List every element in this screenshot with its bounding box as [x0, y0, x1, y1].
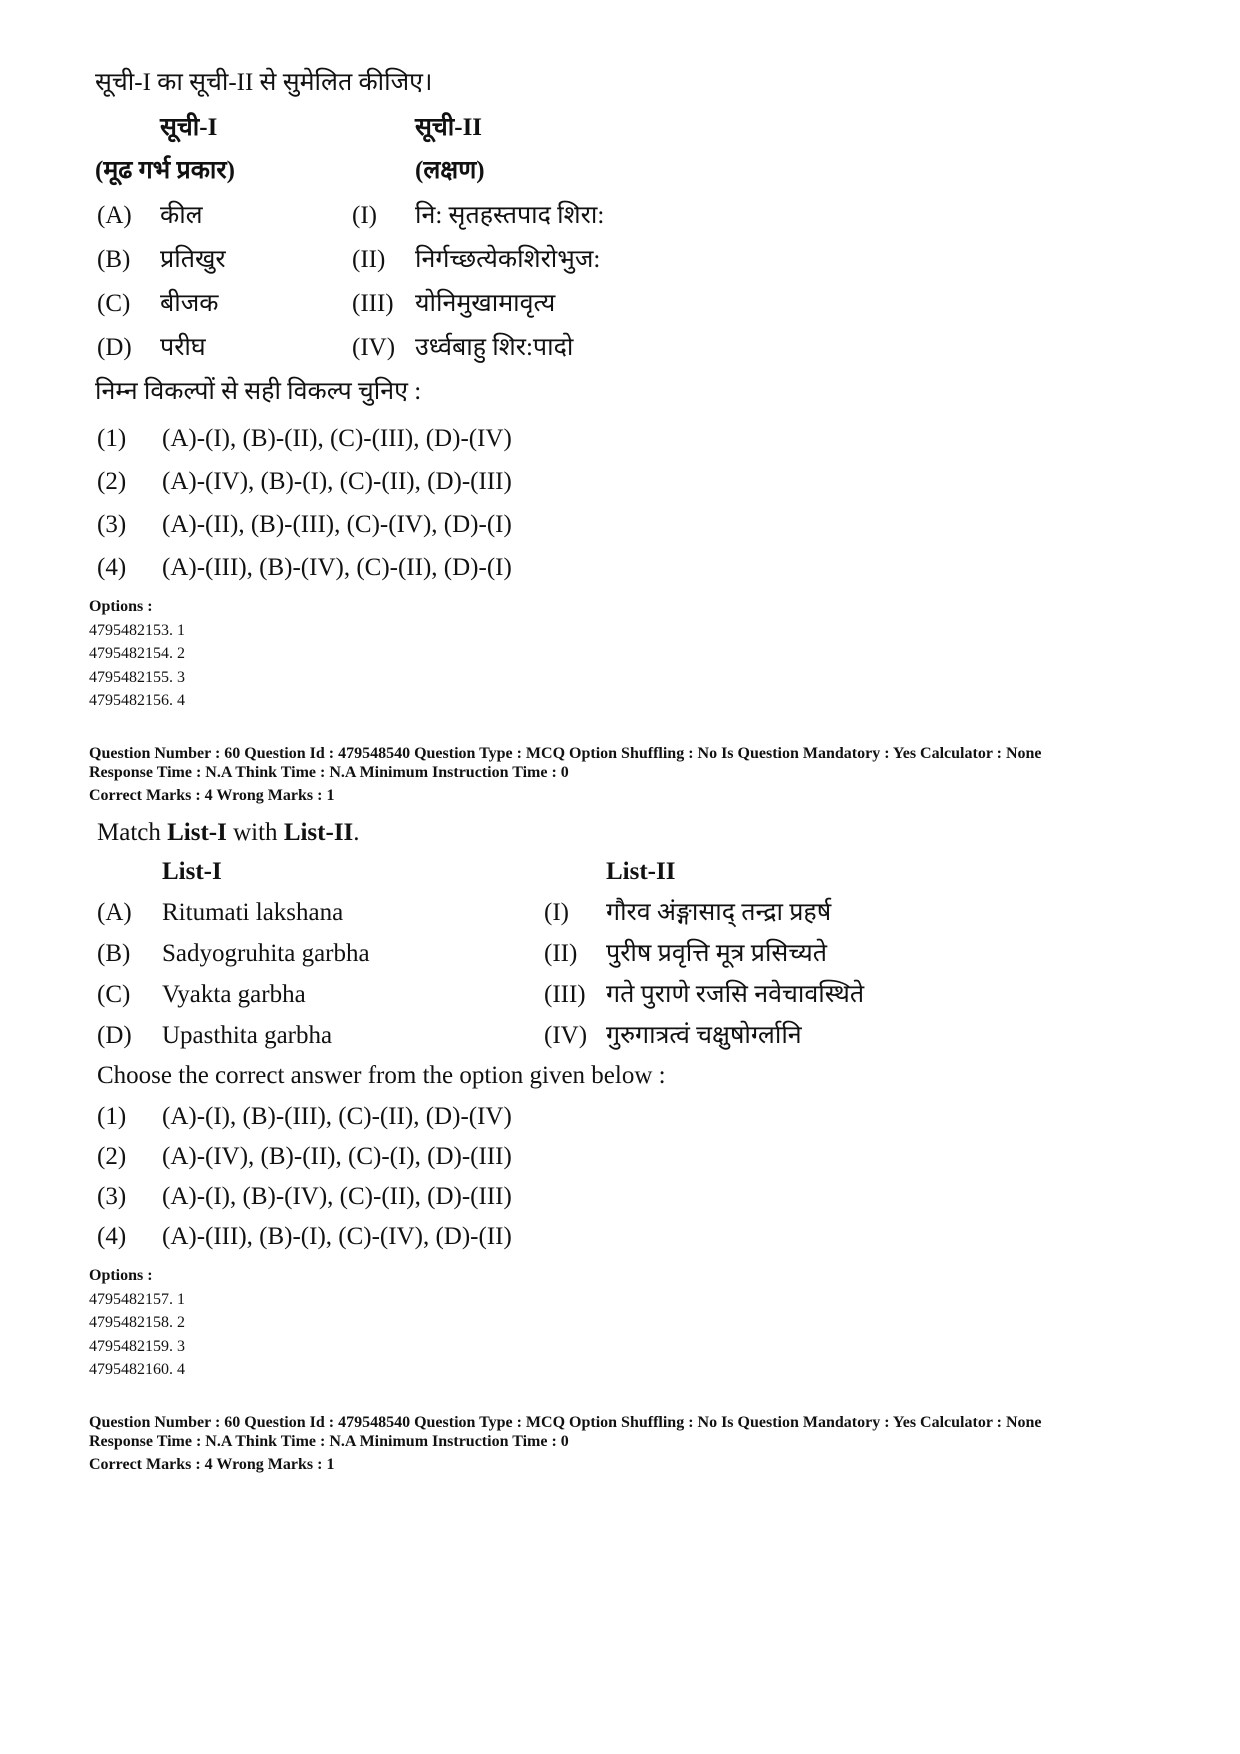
- list1-header: सूची-I: [160, 114, 218, 141]
- answer-number: (2): [97, 468, 127, 495]
- option-item: 4795482154. 2: [89, 645, 185, 662]
- answer-number: (1): [97, 1103, 127, 1130]
- meta-line-1: Question Number : 60 Question Id : 479548540 Question Type : MCQ Option Shuffling : No Is Question Mandatory : Yes Calculator : None: [89, 1414, 1042, 1431]
- option-item: 4795482160. 4: [89, 1361, 185, 1378]
- row-feature: निर्गच्छत्येकशिरोभुज:: [415, 246, 601, 273]
- row-label: (B): [97, 940, 131, 967]
- row-label: (B): [97, 246, 131, 273]
- row-label: (A): [97, 899, 132, 926]
- meta-line-2: Response Time : N.A Think Time : N.A Minimum Instruction Time : 0: [89, 1433, 569, 1450]
- row-label: (C): [97, 290, 131, 317]
- row-label: (D): [97, 1022, 132, 1049]
- answer-text: (A)-(IV), (B)-(II), (C)-(I), (D)-(III): [162, 1143, 512, 1170]
- row-feature: गौरव अंङ्गासाद् तन्द्रा प्रहर्ष: [606, 899, 832, 926]
- answer-text: (A)-(I), (B)-(IV), (C)-(II), (D)-(III): [162, 1183, 512, 1210]
- row-roman: (IV): [544, 1022, 588, 1049]
- row-feature: उर्ध्वबाहु शिर:पादो: [415, 334, 574, 361]
- row-roman: (II): [544, 940, 578, 967]
- answer-text: (A)-(II), (B)-(III), (C)-(IV), (D)-(I): [162, 511, 512, 538]
- answer-number: (1): [97, 425, 127, 452]
- row-roman: (I): [544, 899, 569, 926]
- row-item: Sadyogruhita garbha: [162, 940, 370, 967]
- option-item: 4795482155. 3: [89, 669, 185, 686]
- answer-number: (4): [97, 1223, 127, 1250]
- row-roman: (II): [352, 246, 386, 273]
- question-instruction: Match List-I with List-II.: [97, 819, 360, 846]
- row-feature: पुरीष प्रवृत्ति मूत्र प्रसिच्यते: [606, 940, 827, 967]
- row-roman: (I): [352, 202, 377, 229]
- row-item: Ritumati lakshana: [162, 899, 344, 926]
- answer-text: (A)-(III), (B)-(I), (C)-(IV), (D)-(II): [162, 1223, 512, 1250]
- list2-header: सूची-II: [415, 114, 483, 141]
- row-item: Upasthita garbha: [162, 1022, 333, 1049]
- option-item: 4795482156. 4: [89, 692, 185, 709]
- row-label: (C): [97, 981, 131, 1008]
- row-item: प्रतिखुर: [160, 246, 226, 273]
- row-roman: (III): [544, 981, 586, 1008]
- meta-line-2: Response Time : N.A Think Time : N.A Minimum Instruction Time : 0: [89, 764, 569, 781]
- meta-line-3: Correct Marks : 4 Wrong Marks : 1: [89, 1456, 335, 1473]
- answer-text: (A)-(I), (B)-(II), (C)-(III), (D)-(IV): [162, 425, 512, 452]
- answer-number: (3): [97, 1183, 127, 1210]
- row-label: (D): [97, 334, 132, 361]
- option-item: 4795482157. 1: [89, 1291, 185, 1308]
- options-label: Options :: [89, 598, 153, 615]
- answer-text: (A)-(I), (B)-(III), (C)-(II), (D)-(IV): [162, 1103, 512, 1130]
- row-item: बीजक: [160, 290, 219, 317]
- option-item: 4795482159. 3: [89, 1338, 185, 1355]
- answer-number: (3): [97, 511, 127, 538]
- row-roman: (IV): [352, 334, 396, 361]
- row-item: कील: [160, 202, 203, 229]
- row-label: (A): [97, 202, 132, 229]
- list1-header: List-I: [162, 858, 222, 885]
- list2-header: List-II: [606, 858, 676, 885]
- list1-subheader: (मूढ गर्भ प्रकार): [95, 157, 235, 184]
- answer-number: (2): [97, 1143, 127, 1170]
- row-feature: नि: सृतहस्तपाद शिरा:: [415, 202, 605, 229]
- answer-number: (4): [97, 554, 127, 581]
- answer-text: (A)-(IV), (B)-(I), (C)-(II), (D)-(III): [162, 468, 512, 495]
- row-roman: (III): [352, 290, 394, 317]
- list2-subheader: (लक्षण): [415, 157, 485, 184]
- option-item: 4795482158. 2: [89, 1314, 185, 1331]
- row-feature: योनिमुखामावृत्य: [415, 290, 556, 317]
- option-item: 4795482153. 1: [89, 622, 185, 639]
- meta-line-3: Correct Marks : 4 Wrong Marks : 1: [89, 787, 335, 804]
- meta-line-1: Question Number : 60 Question Id : 479548540 Question Type : MCQ Option Shuffling : No Is Question Mandatory : Yes Calculator : None: [89, 745, 1042, 762]
- options-label: Options :: [89, 1267, 153, 1284]
- answer-text: (A)-(III), (B)-(IV), (C)-(II), (D)-(I): [162, 554, 512, 581]
- choose-instruction: Choose the correct answer from the option given below :: [97, 1062, 666, 1089]
- row-item: Vyakta garbha: [162, 981, 306, 1008]
- row-feature: गते पुराणे रजसि नवेचावस्थिते: [606, 981, 865, 1008]
- question-instruction: सूची-I का सूची-II से सुमेलित कीजिए।: [95, 69, 433, 96]
- row-feature: गुरुगात्रत्वं चक्षुषोर्ग्लानि: [606, 1022, 802, 1049]
- row-item: परीघ: [160, 334, 206, 361]
- choose-instruction: निम्न विकल्पों से सही विकल्प चुनिए :: [95, 378, 422, 405]
